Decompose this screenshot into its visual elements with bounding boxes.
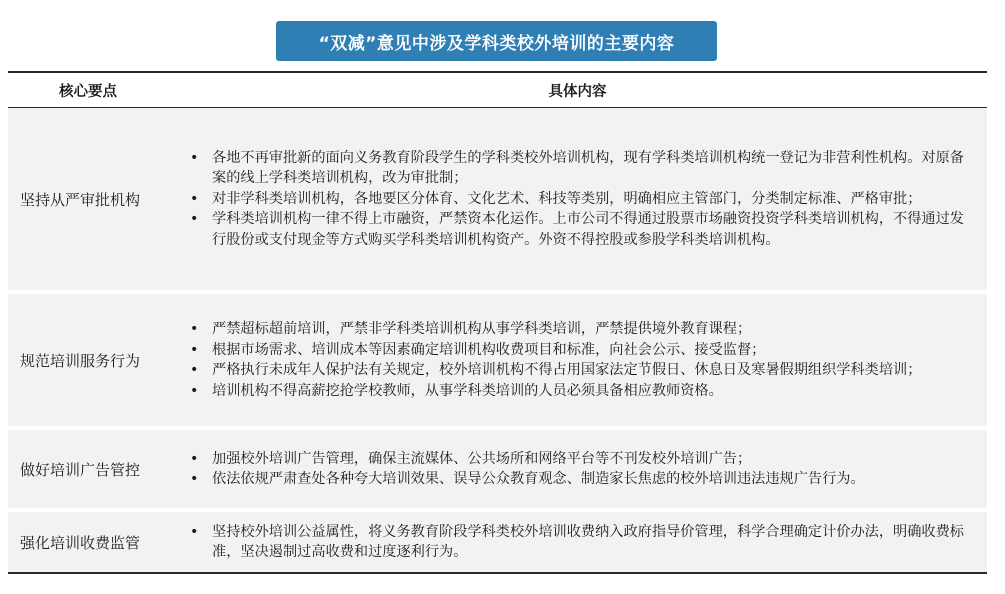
list-item: • 加强校外培训广告管理，确保主流媒体、公共场所和网络平台等不刊发校外培训广告；: [186, 449, 975, 470]
list-item: • 对非学科类培训机构，各地要区分体育、文化艺术、科技等类别，明确相应主管部门，分类制定标准、严格审批；: [186, 189, 975, 210]
row-details: [178, 319, 987, 401]
list-item: • 严格执行未成年人保护法有关规定，校外培训机构不得占用国家法定节假日、休息日及寒暑假期组织学科类培训；: [186, 360, 975, 381]
list-item: • 各地不再审批新的面向义务教育阶段学生的学科类校外培训机构，现有学科类培训机构统一登记为非营利性机构。对原备案的线上学科类培训机构，改为审批制；: [190, 149, 964, 187]
list-item: • 依法依规严肃查处各种夸大培训效果、误导公众教育观念、制造家长焦虑的校外培训违法违规广告行为。: [186, 469, 975, 490]
row-point: 强化培训收费监管: [20, 533, 141, 552]
bullet-icon: •: [190, 382, 199, 399]
bullet-icon: •: [190, 341, 199, 358]
row-details: [178, 148, 987, 251]
row-details: [178, 522, 987, 563]
row-point: 规范培训服务行为: [20, 351, 141, 370]
table-header: [8, 73, 987, 108]
bullet-icon: •: [190, 450, 199, 467]
list-item: • 严禁超标超前培训，严禁非学科类培训机构从事学科类培训，严禁提供境外教育课程；: [186, 319, 975, 340]
bullet-icon: •: [190, 211, 199, 228]
header-details: 具体内容: [548, 83, 607, 100]
list-item: • 培训机构不得高薪挖抢学校教师，从事学科类培训的人员必须具备相应教师资格。: [186, 381, 975, 402]
row-details: [178, 449, 987, 490]
list-item: • 根据市场需求、培训成本等因素确定培训机构收费项目和标准，向社会公示、接受监督；: [186, 340, 975, 361]
content-table: [8, 71, 987, 574]
row-point: 坚持从严审批机构: [20, 190, 141, 209]
bullet-icon: •: [190, 471, 199, 487]
bullet-icon: •: [190, 321, 199, 337]
table-row: [8, 294, 987, 430]
header-core-points: 核心要点: [59, 83, 117, 100]
bullet-icon: •: [190, 190, 199, 207]
title-banner: [276, 21, 717, 61]
bullet-icon: •: [190, 149, 199, 166]
table-row: [8, 512, 987, 572]
page-title: “双减”意见中涉及学科类校外培训的主要内容: [318, 33, 675, 54]
list-item: • 坚持校外培训公益属性，将义务教育阶段学科类校外培训收费纳入政府指导价管理，科学合理确定计价办法，明确收费标准，坚决遏制过高收费和过度逐利行为。: [190, 523, 964, 560]
bullet-icon: •: [190, 362, 199, 378]
table-row: [8, 108, 987, 294]
list-item: • 学科类培训机构一律不得上市融资，严禁资本化运作。上市公司不得通过股票市场融资投资学科类培训机构，不得通过发行股份或支付现金等方式购买学科类培训机构资产。外资不得控股或参股学科类培训机构。: [190, 211, 964, 248]
bullet-icon: •: [190, 523, 199, 540]
table-row: [8, 430, 987, 512]
row-point: 做好培训广告管控: [20, 460, 141, 479]
